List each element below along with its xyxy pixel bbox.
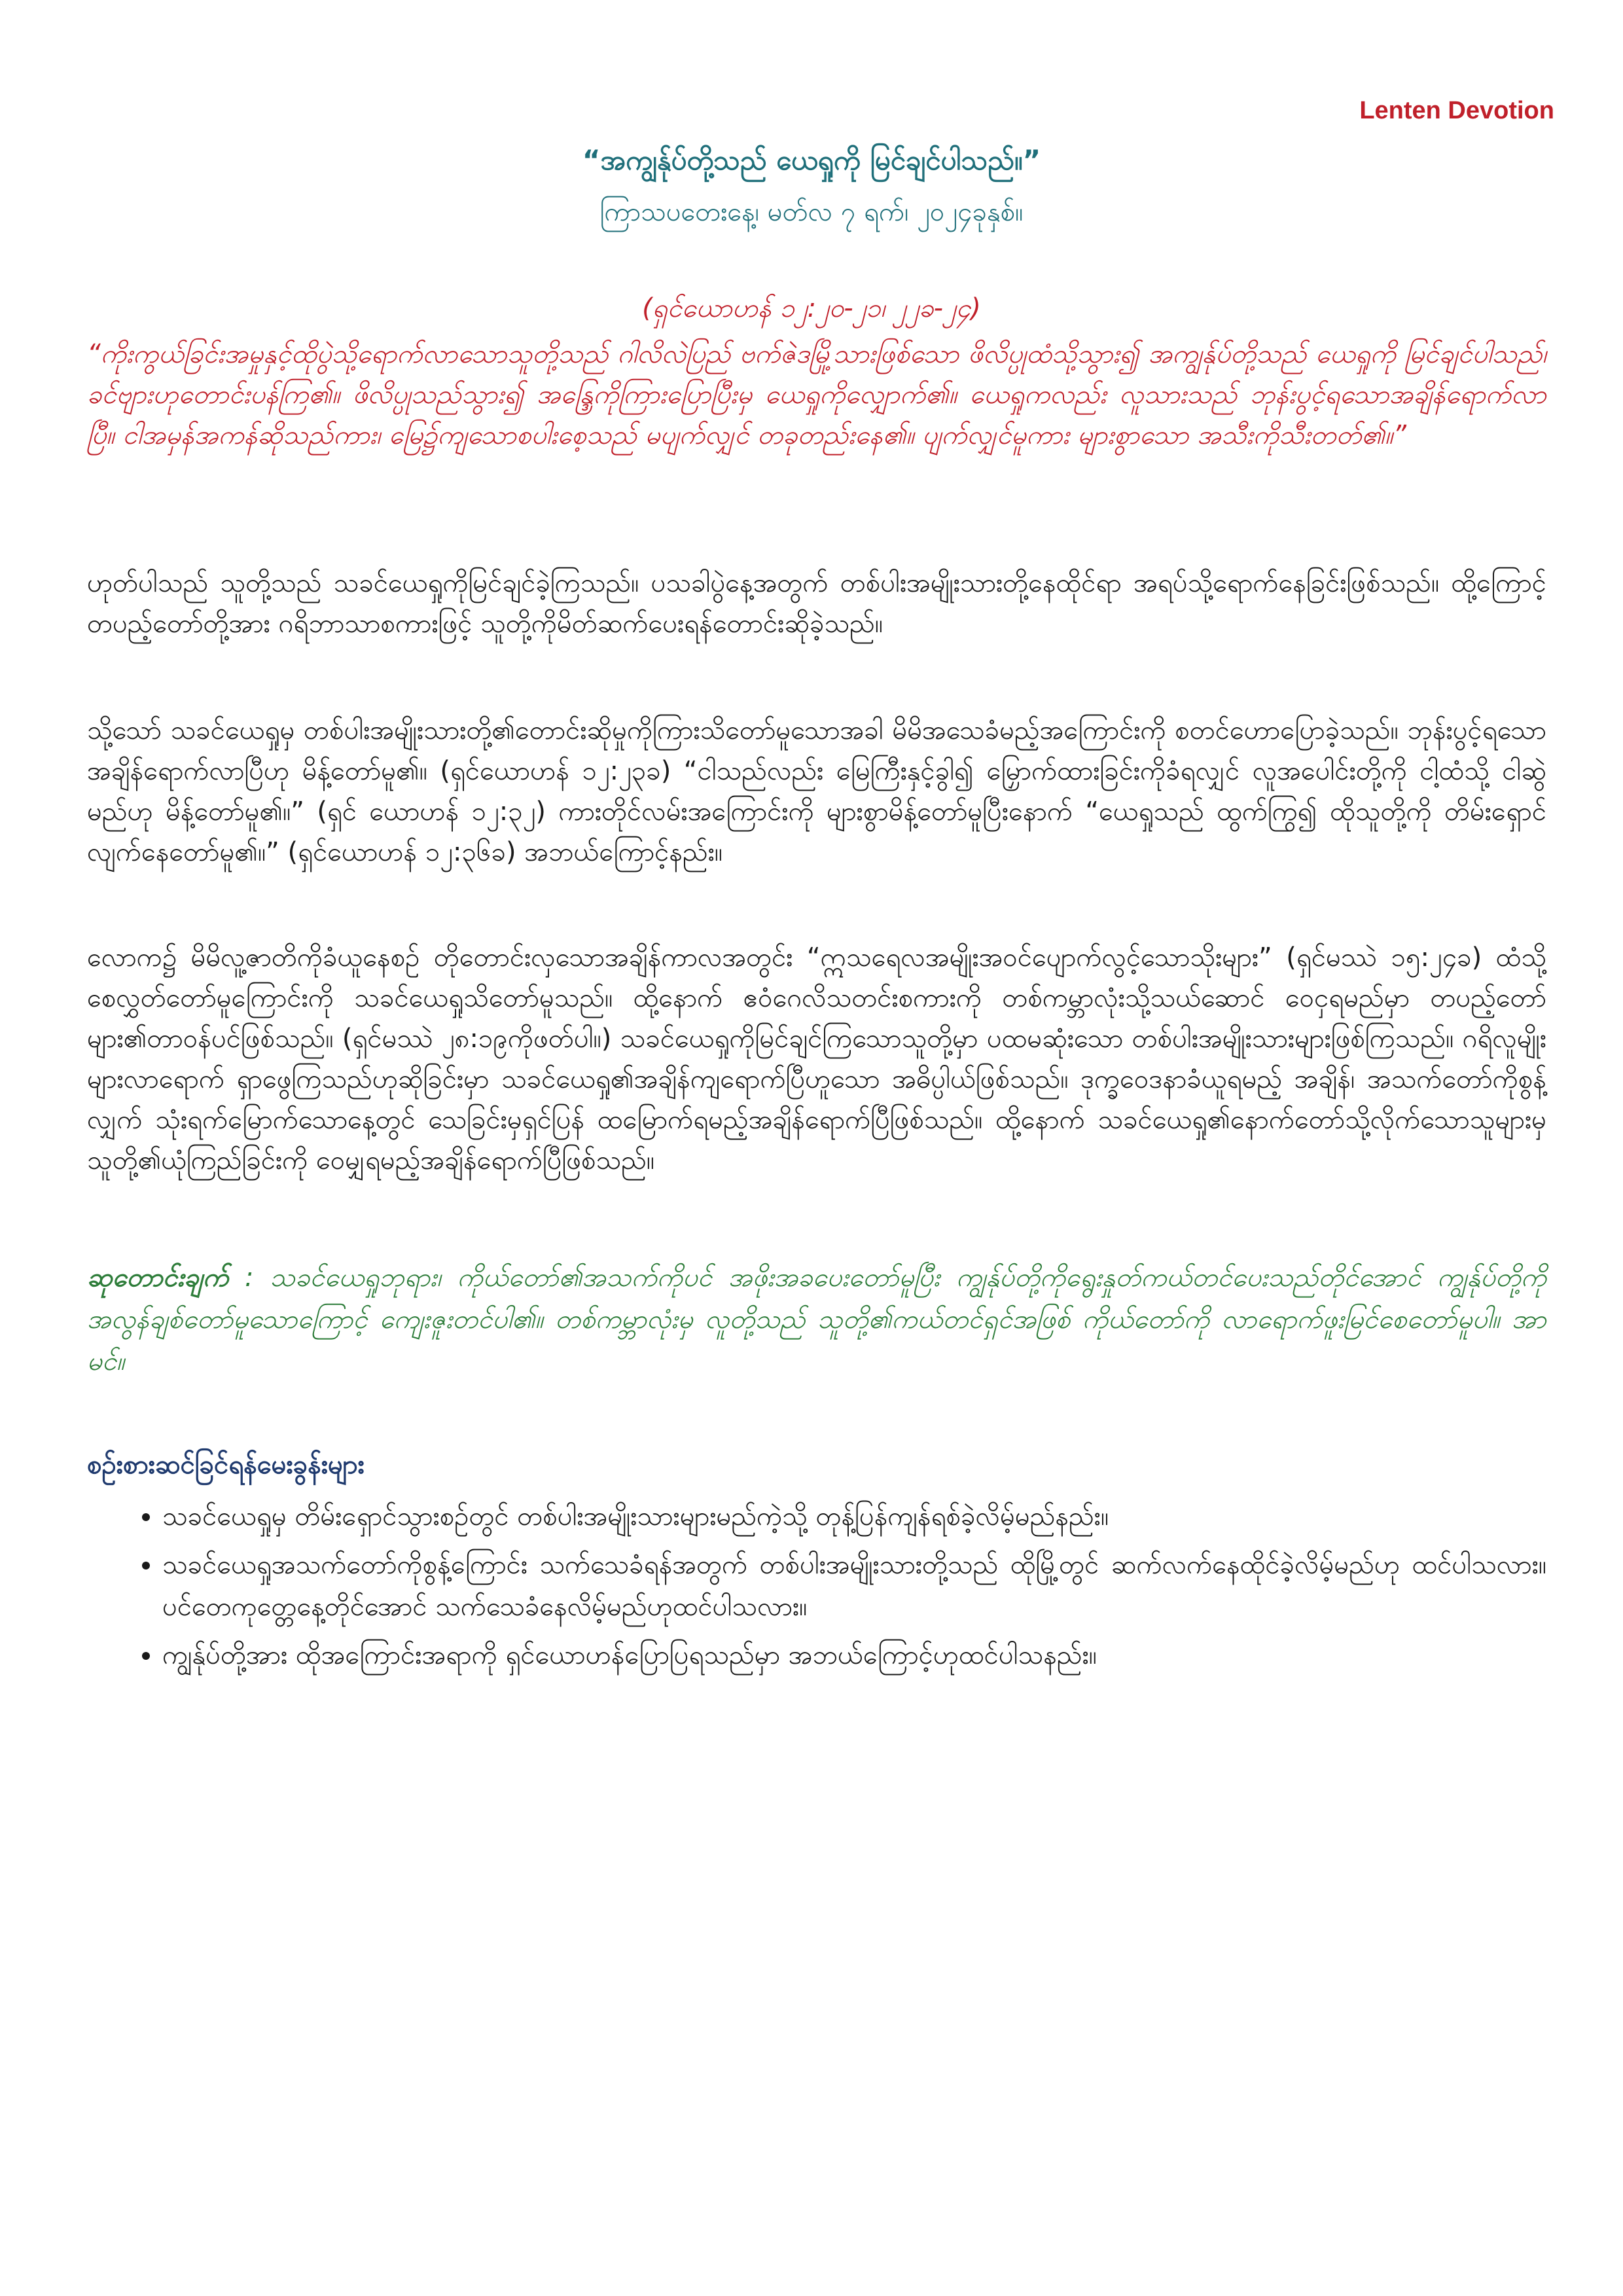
prayer-text: သခင်ယေရှုဘုရား၊ ကိုယ်တော်၏အသက်ကိုပင် အဖိုးအခပေးတော်မူပြီး ကျွန်ုပ်တို့ကိုရွေးနှုတ်ကယ်တင်ပေးသည်တိုင်အောင် ကျွန်ုပ်တို့ကို အလွန်ချစ်တော်မူသောကြောင့် ကျေးဇူးတင်ပါ၏။ တစ်ကမ္ဘာလုံးမှ လူတို့သည် သူတို့၏ကယ်တင်ရှင်အဖြစ် ကိုယ်တော်ကို လာရောက်ဖူးမြင်စေတော်မူပါ။ အာမင်။ <box>87 1263 1546 1376</box>
scripture-reference: (ရှင်ယောဟန် ၁၂:၂၀-၂၁၊ ၂၂ခ-၂၄) <box>642 293 981 323</box>
devotion-title: “အကျွန်ုပ်တို့သည် ယေရှုကို မြင်ချင်ပါသည်။” <box>582 144 1041 176</box>
prayer-label: ဆုတောင်းချက် <box>87 1263 229 1293</box>
question-item: • သခင်ယေရှုမှ တိမ်းရှောင်သွားစဉ်တွင် တစ်ပါးအမျိုးသားများမည်ကဲ့သို့ တုန့်ပြန်ကျန်ရစ်ခဲ့လိမ့်မည်နည်း။ <box>162 1496 1546 1537</box>
devotion-date: ကြာသပတေးနေ့၊ မတ်လ ၇ ရက်၊ ၂၀၂၄ခုနှစ်။ <box>599 197 1024 227</box>
prayer-block <box>87 1257 1546 1382</box>
scripture-text: “ကိုးကွယ်ခြင်းအမှုနှင့်ထိုပွဲသို့ရောက်လာသောသူတို့သည် ဂါလိလဲပြည် ဗက်ဇဲဒမြို့သားဖြစ်သော ဖိလိပ္ပုထံသို့သွား၍ အကျွန်ုပ်တို့သည် ယေရှုကို မြင်ချင်ပါသည်၊ ခင်ဗျားဟုတောင်းပန်ကြ၏။ ဖိလိပ္ပုသည်သွား၍ အန္ဒြေကိုကြားပြောပြီးမှ ယေရှုကိုလျှောက်၏။ ယေရှုကလည်း လူသားသည် ဘုန်းပွင့်ရသောအချိန်ရောက်လာပြီ။ ငါအမှန်အကန်ဆိုသည်ကား၊ မြေ၌ကျသောစပါးစေ့သည် မပျက်လျှင် တခုတည်းနေ၏။ ပျက်လျှင်မူကား များစွာသော အသီးကိုသီးတတ်၏။” <box>87 339 1546 450</box>
question-item: • ကျွန်ုပ်တို့အား ထိုအကြောင်းအရာကို ရှင်ယောဟန်ပြောပြရသည်မှာ အဘယ်ကြောင့်ဟုထင်ပါသနည်း။ <box>162 1634 1546 1676</box>
paragraph-1: ဟုတ်ပါသည် သူတို့သည် သခင်ယေရှုကိုမြင်ချင်ခဲ့ကြသည်။ ပသခါပွဲနေ့အတွက် တစ်ပါးအမျိုးသားတို့နေထိုင်ရာ အရပ်သို့ရောက်နေခြင်းဖြစ်သည်။ ထို့ကြောင့် တပည့်တော်တို့အား ဂရိဘာသာစကားဖြင့် သူတို့ကိုမိတ်ဆက်ပေးရန်တောင်းဆိုခဲ့သည်။ <box>87 568 1546 639</box>
question-item: • သခင်ယေရှုအသက်တော်ကိုစွန့်ကြောင်း သက်သေခံရန်အတွက် တစ်ပါးအမျိုးသားတို့သည် ထိုမြို့တွင် ဆက်လက်နေထိုင်ခဲ့လိမ့်မည်ဟု ထင်ပါသလား။ ပင်တေကုတ္တေနေ့တိုင်အောင် သက်သေခံနေလိမ့်မည်ဟုထင်ပါသလား။ <box>162 1544 1546 1628</box>
header-tag: Lenten Devotion <box>1359 97 1554 124</box>
paragraph-3: လောက၌ မိမိလူ့ဇာတိကိုခံယူနေစဉ် တိုတောင်းလှသောအချိန်ကာလအတွင်း “ဣသရေလအမျိုးအဝင်ပျောက်လွင့်သောသိုးများ” (ရှင်မဿဲ ၁၅:၂၄ခ) ထံသို့ စေလွှတ်တော်မူကြောင်းကို သခင်ယေရှုသိတော်မူသည်။ ထို့နောက် ဧဝံဂေလိသတင်းစကားကို တစ်ကမ္ဘာလုံးသို့သယ်ဆောင် ဝေငှရမည်မှာ တပည့်တော်များ၏တာဝန်ပင်ဖြစ်သည်။ (ရှင်မဿဲ ၂၈:၁၉ကိုဖတ်ပါ။) သခင်ယေရှုကိုမြင်ချင်ကြသောသူတို့မှာ ပထမဆုံးသော တစ်ပါးအမျိုးသားများဖြစ်ကြသည်။ ဂရိလူမျိုးများလာရောက် ရှာဖွေကြသည်ဟုဆိုခြင်းမှာ သခင်ယေရှု၏အချိန်ကျရောက်ပြီဟူသော အဓိပ္ပါယ်ဖြစ်သည်။ ဒုက္ခဝေဒနာခံယူရမည့် အချိန်၊ အသက်တော်ကိုစွန့်လျှက် သုံးရက်မြောက်သောနေ့တွင် သေခြင်းမှရှင်ပြန် ထမြောက်ရမည့်အချိန်ရောက်ပြီဖြစ်သည်။ ထို့နောက် သခင်ယေရှု၏နောက်တော်သို့လိုက်သောသူများမှ သူတို့၏ယုံကြည်ခြင်းကို ဝေမျှရမည့်အချိန်ရောက်ပြီဖြစ်သည်။ <box>87 942 1546 1175</box>
questions-heading: စဉ်းစားဆင်ခြင်ရန်မေးခွန်းများ <box>87 1450 365 1480</box>
questions-list <box>87 1496 1546 1683</box>
paragraph-2: သို့သော် သခင်ယေရှုမှ တစ်ပါးအမျိုးသားတို့၏တောင်းဆိုမှုကိုကြားသိတော်မူသောအခါ မိမိအသေခံမည့်အကြောင်းကို စတင်ဟောပြောခဲ့သည်။ ဘုန်းပွင့်ရသောအချိန်ရောက်လာပြီဟု မိန့်တော်မူ၏။ (ရှင်ယောဟန် ၁၂:၂၃ခ) “ငါသည်လည်း မြေကြီးနှင့်ခွါ၍ မြှောက်ထားခြင်းကိုခံရလျှင် လူအပေါင်းတို့ကို ငါ့ထံသို့ ငါဆွဲမည်ဟု မိန့်တော်မူ၏။” (ရှင် ယောဟန် ၁၂:၃၂) ကားတိုင်လမ်းအကြောင်းကို များစွာမိန့်တော်မူပြီးနောက် “ယေရှုသည် ထွက်ကြွ၍ ထိုသူတို့ကို တိမ်းရှောင်လျက်နေတော်မူ၏။” (ရှင်ယောဟန် ၁၂:၃၆ခ) အဘယ်ကြောင့်နည်း။ <box>87 715 1546 867</box>
prayer-separator: : <box>228 1263 270 1293</box>
